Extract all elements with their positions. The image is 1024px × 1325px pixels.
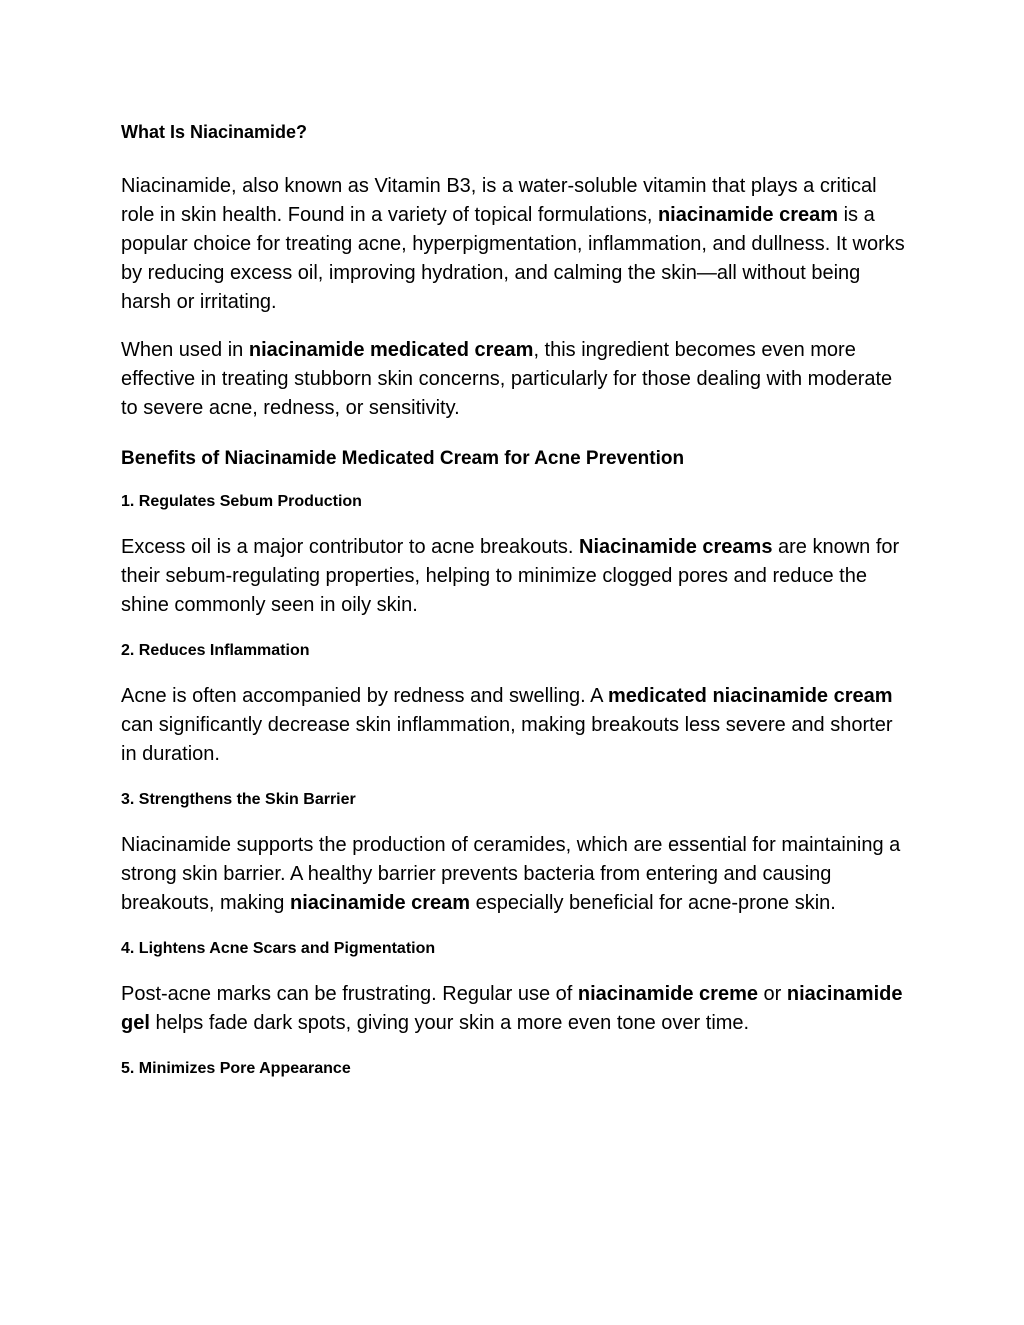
benefit-heading-5: 5. Minimizes Pore Appearance bbox=[121, 1060, 351, 1077]
benefit-heading-4: 4. Lightens Acne Scars and Pigmentation bbox=[121, 940, 436, 957]
benefit-heading-2: 2. Reduces Inflammation bbox=[121, 642, 310, 659]
text-span: , this ingredient becomes even more effective in treating stubborn skin concerns, particularly for those dealing with moderate to severe acne, redness, or sensitivity. bbox=[121, 339, 893, 419]
bold-term: Niacinamide creams bbox=[579, 536, 773, 558]
text-span: Niacinamide supports the production of ceramides, which are essential for maintaining a strong skin barrier. A healthy barrier prevents bacteria from entering and causing breakouts, making bbox=[121, 834, 901, 914]
text-span: is a popular choice for treating acne, hyperpigmentation, inflammation, and dullness. It works by reducing excess oil, improving hydration, and calming the skin—all without being harsh or irritating. bbox=[121, 204, 905, 313]
text-span: can significantly decrease skin inflammation, making breakouts less severe and shorter in duration. bbox=[121, 714, 893, 765]
text-span: helps fade dark spots, giving your skin a more even tone over time. bbox=[149, 1012, 750, 1034]
text-span: especially beneficial for acne-prone skin. bbox=[470, 892, 836, 914]
text-span: Acne is often accompanied by redness and swelling. A bbox=[121, 685, 608, 707]
bold-term: niacinamide cream bbox=[657, 204, 839, 226]
benefit-paragraph-1 bbox=[121, 533, 911, 620]
intro-paragraph-1 bbox=[121, 172, 911, 317]
document-content bbox=[121, 119, 911, 1100]
benefit-paragraph-3 bbox=[121, 831, 911, 918]
benefit-paragraph-2 bbox=[121, 682, 911, 769]
text-span: When used in bbox=[121, 339, 249, 361]
page-title: What Is Niacinamide? bbox=[121, 122, 308, 142]
bold-term: medicated niacinamide cream bbox=[607, 685, 893, 707]
bold-term: niacinamide creme bbox=[577, 983, 758, 1005]
bold-term: niacinamide gel bbox=[121, 983, 903, 1034]
benefit-heading-3: 3. Strengthens the Skin Barrier bbox=[121, 791, 356, 808]
benefit-paragraph-4 bbox=[121, 980, 911, 1038]
bold-term: niacinamide medicated cream bbox=[248, 339, 534, 361]
text-span: or bbox=[757, 983, 787, 1005]
benefit-heading-1: 1. Regulates Sebum Production bbox=[121, 493, 362, 510]
text-span: are known for their sebum-regulating properties, helping to minimize clogged pores and reduce the shine commonly seen in oily skin. bbox=[121, 536, 900, 616]
intro-paragraph-2 bbox=[121, 336, 911, 423]
section-heading: Benefits of Niacinamide Medicated Cream for Acne Prevention bbox=[121, 448, 685, 469]
bold-term: niacinamide cream bbox=[289, 892, 471, 914]
text-span: Niacinamide, also known as Vitamin B3, is a water-soluble vitamin that plays a critical role in skin health. Found in a variety of topical formulations, bbox=[121, 175, 877, 226]
text-span: Excess oil is a major contributor to acne breakouts. bbox=[121, 536, 579, 558]
text-span: Post-acne marks can be frustrating. Regular use of bbox=[121, 983, 578, 1005]
